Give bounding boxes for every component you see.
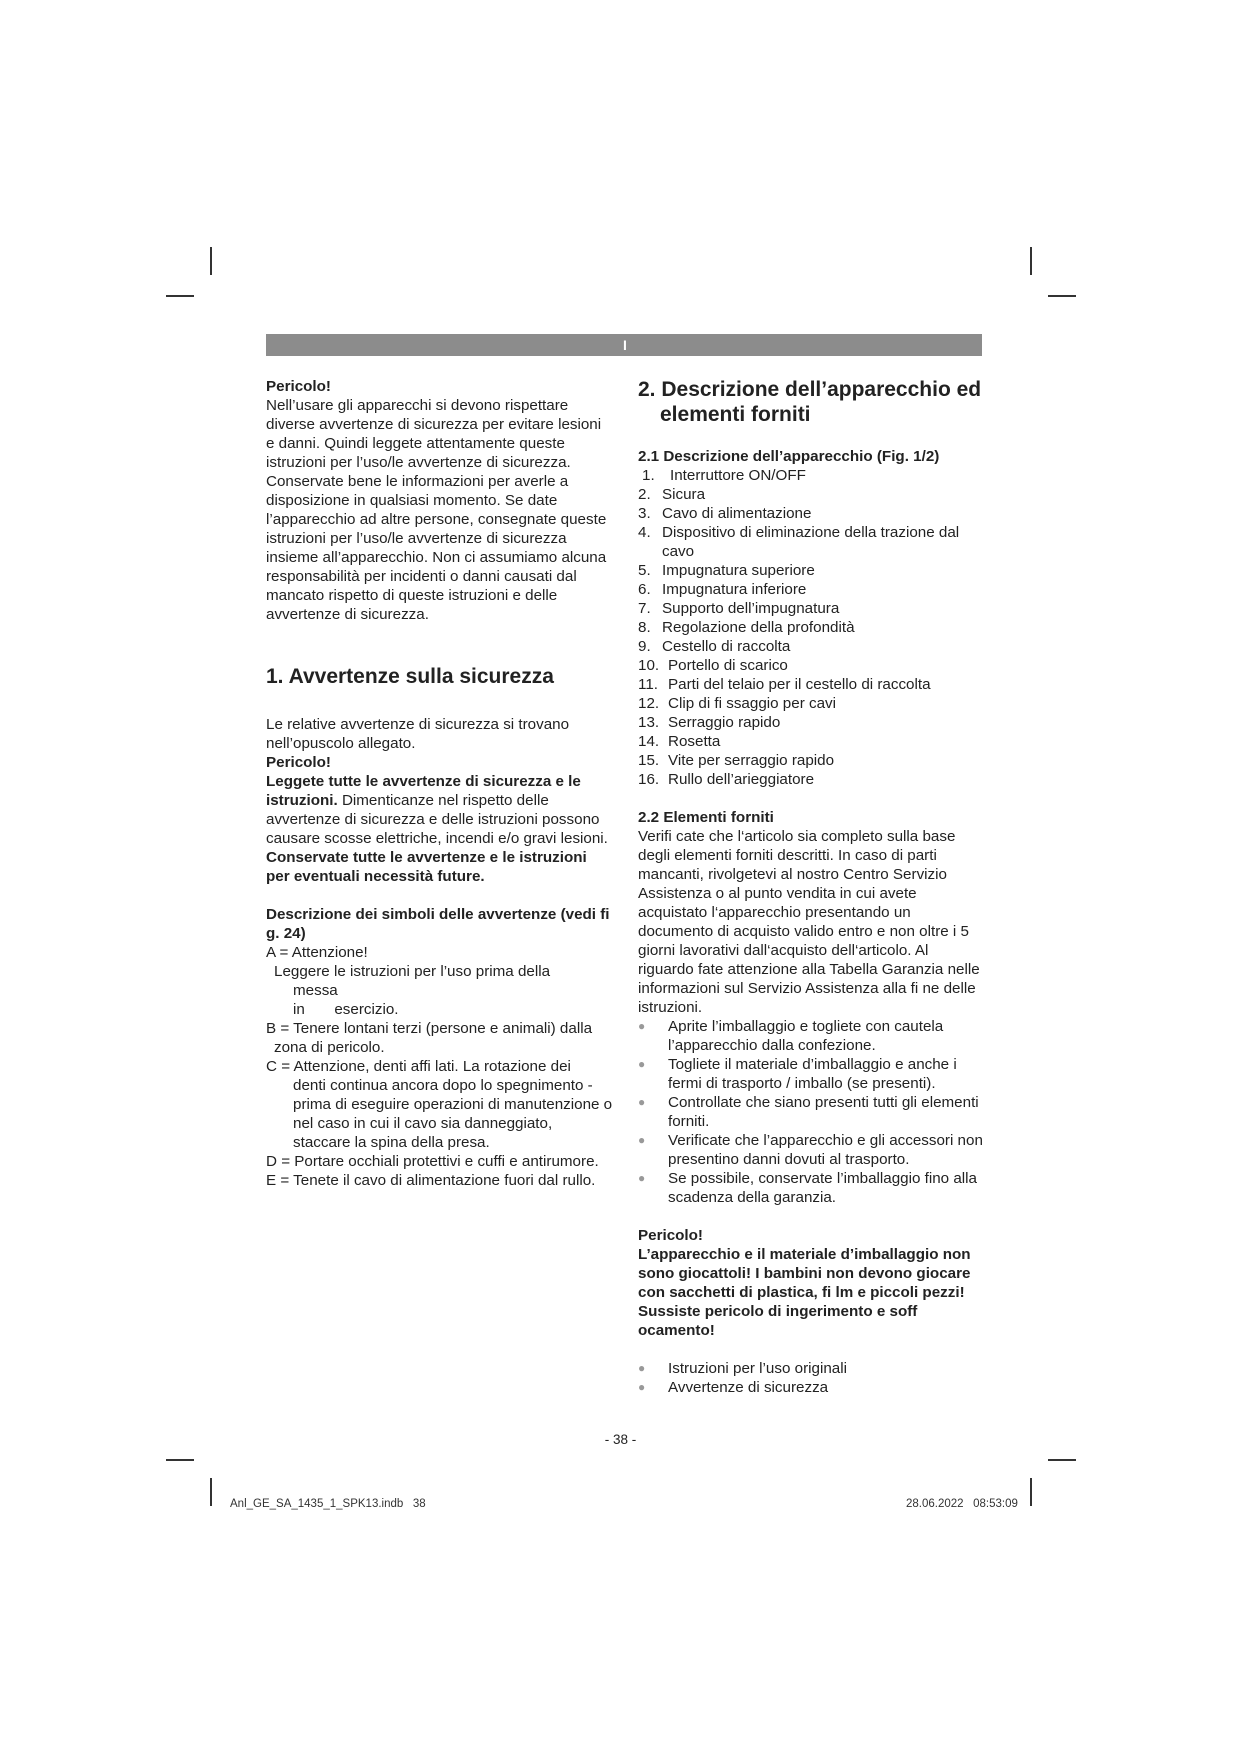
bullet-icon: ●: [638, 1171, 646, 1185]
crop-mark: [166, 1459, 194, 1461]
part-label: Supporto dell’impugnatura: [662, 600, 840, 617]
bullet-text: Controllate che siano presenti tutti gli elementi forniti.: [668, 1094, 979, 1130]
part-label: Rullo dell’arieggiatore: [668, 771, 815, 788]
crop-mark: [166, 295, 194, 297]
symbol-a-text3: in esercizio.: [293, 1001, 399, 1018]
part-item: [638, 618, 985, 637]
part-item: [638, 523, 985, 561]
part-number: 8.: [638, 619, 651, 636]
symbol-a-text2: messa: [293, 982, 338, 999]
crop-mark: [210, 247, 212, 275]
danger2-paragraph: [266, 772, 613, 848]
symbol-c: C = Attenzione, denti affi lati. La rotazione dei: [266, 1058, 571, 1075]
part-label: Regolazione della profondità: [662, 619, 855, 636]
danger2-title: Pericolo!: [266, 754, 331, 771]
bullet-item: [638, 1378, 985, 1397]
bullet-item: [638, 1169, 985, 1207]
part-number: 3.: [638, 505, 651, 522]
symbol-e: E = Tenete il cavo di alimentazione fuori dal rullo.: [266, 1172, 596, 1189]
part-label: Impugnatura superiore: [662, 562, 815, 579]
danger3-title: Pericolo!: [638, 1227, 703, 1244]
bullet-text: Se possibile, conservate l’imballaggio fino alla scadenza della garanzia.: [668, 1170, 977, 1206]
section1-title: 1. Avvertenze sulla sicurezza: [266, 665, 554, 688]
part-label: Cavo di alimentazione: [662, 505, 812, 522]
part-item: [638, 732, 985, 751]
part-item: [638, 694, 985, 713]
sub22-title: 2.2 Elementi forniti: [638, 809, 774, 826]
page-number: - 38 -: [604, 1432, 637, 1447]
section1-intro: Le relative avvertenze di sicurezza si trovano nell’opuscolo allegato.: [266, 716, 570, 752]
part-label: Vite per serraggio rapido: [668, 752, 835, 769]
bullet-item: [638, 1017, 985, 1055]
sub21-title: 2.1 Descrizione dell’apparecchio (Fig. 1/2): [638, 448, 940, 465]
part-item: [638, 770, 985, 789]
part-item: [638, 466, 985, 485]
bullet-item: [638, 1093, 985, 1131]
language-header-bar: [266, 334, 982, 356]
symbols-title: Descrizione dei simboli delle avvertenze (vedi fi g. 24): [266, 906, 610, 942]
bullet-icon: ●: [638, 1095, 646, 1109]
part-number: 14.: [638, 733, 660, 750]
part-label: Dispositivo di eliminazione della trazione dal cavo: [662, 524, 960, 560]
bullet-icon: ●: [638, 1361, 646, 1375]
part-number: 7.: [638, 600, 651, 617]
language-marker: I: [623, 337, 627, 353]
part-number: 9.: [638, 638, 651, 655]
part-item: [638, 599, 985, 618]
part-item: [638, 713, 985, 732]
part-item: [638, 637, 985, 656]
bullet-item: [638, 1055, 985, 1093]
danger-title: Pericolo!: [266, 378, 331, 395]
part-number: 12.: [638, 695, 660, 712]
symbol-b-text: zona di pericolo.: [274, 1039, 385, 1056]
bullet-text: Togliete il materiale d’imballaggio e anche i fermi di trasporto / imballo (se presenti).: [668, 1056, 957, 1092]
bullet-item: [638, 1359, 985, 1378]
sub22-text: Verifi cate che l‘articolo sia completo sulla base degli elementi forniti descritti. In caso di parti mancanti, rivolgetevi al nostro Centro Servizio Assistenza o al punto vendita in cui avete acquistato l‘apparecchio presentando un documento di acquisto valido entro e non oltre i 5 giorni lavorativi dall‘acquisto dell‘articolo. Al riguardo fate attenzione alla Tabella Garanzia nelle informazioni sul Servizio Assistenza alla fi ne delle istruzioni.: [638, 828, 980, 1016]
part-item: [638, 561, 985, 580]
part-number: 15.: [638, 752, 660, 769]
part-number: 2.: [638, 486, 651, 503]
symbol-a: A = Attenzione!: [266, 944, 368, 961]
part-label: Impugnatura inferiore: [662, 581, 807, 598]
crop-mark: [1048, 295, 1076, 297]
part-item: [638, 675, 985, 694]
part-label: Portello di scarico: [668, 657, 788, 674]
bullet-text: Avvertenze di sicurezza: [668, 1379, 829, 1396]
bullet-icon: ●: [638, 1019, 646, 1033]
bullet-item: [638, 1131, 985, 1169]
danger2-bold: Leggete tutte le avvertenze di sicurezza e le istruzioni.: [266, 773, 581, 809]
danger3-text: L’apparecchio e il materiale d’imballaggio non sono giocattoli! I bambini non devono giocare con sacchetti di plastica, fi lm e piccoli pezzi! Sussiste pericolo di ingerimento e soff ocamento!: [638, 1246, 971, 1339]
crop-mark: [210, 1478, 212, 1506]
symbol-d: D = Portare occhiali protettivi e cuffi e antirumore.: [266, 1153, 599, 1170]
crop-mark: [1048, 1459, 1076, 1461]
bullet-text: Verificate che l’apparecchio e gli accessori non presentino danni dovuti al trasporto.: [668, 1132, 983, 1168]
part-item: [638, 504, 985, 523]
file-slug: Anl_GE_SA_1435_1_SPK13.indb 38: [230, 1498, 426, 1510]
part-item: [638, 485, 985, 504]
left-column: [266, 377, 613, 1190]
contents-bullets: [638, 1017, 985, 1207]
crop-mark: [1030, 247, 1032, 275]
part-number: 11.: [638, 676, 658, 693]
part-label: Interruttore ON/OFF: [670, 467, 806, 484]
symbol-b: B = Tenere lontani terzi (persone e animali) dalla: [266, 1020, 593, 1037]
bullet-text: Istruzioni per l’uso originali: [668, 1360, 847, 1377]
docs-bullets: [638, 1359, 985, 1397]
danger-text: Nell’usare gli apparecchi si devono rispettare diverse avvertenze di sicurezza per evitare lesioni e danni. Quindi leggete attentamente queste istruzioni per l’uso/le avvertenze di sicurezza. Conservate bene le informazioni per averle a disposizione in qualsiasi momento. Se date l’apparecchio ad altre persone, consegnate queste istruzioni per l’uso/le avvertenze di sicurezza insieme all’apparecchio. Non ci assumiamo alcuna responsabilità per incidenti o danni causati dal mancato rispetto di queste istruzioni e delle avvertenze di sicurezza.: [266, 397, 607, 623]
part-item: [638, 751, 985, 770]
part-number: 4.: [638, 524, 651, 541]
part-number: 16.: [638, 771, 660, 788]
bullet-icon: ●: [638, 1133, 646, 1147]
timestamp-slug: 28.06.2022 08:53:09: [906, 1498, 1018, 1510]
part-label: Serraggio rapido: [668, 714, 781, 731]
bullet-icon: ●: [638, 1057, 646, 1071]
part-number: 5.: [638, 562, 651, 579]
part-number: 10.: [638, 657, 660, 674]
bullet-text: Aprite l’imballaggio e togliete con cautela l’apparecchio dalla confezione.: [668, 1018, 944, 1054]
part-number: 1.: [642, 467, 655, 484]
danger2-keep: Conservate tutte le avvertenze e le istruzioni per eventuali necessità future.: [266, 849, 587, 885]
part-label: Parti del telaio per il cestello di raccolta: [668, 676, 931, 693]
crop-mark: [1030, 1478, 1032, 1506]
symbol-a-text: Leggere le istruzioni per l’uso prima della: [274, 963, 551, 980]
part-item: [638, 580, 985, 599]
right-column: [638, 377, 985, 1397]
part-label: Clip di fi ssaggio per cavi: [668, 695, 836, 712]
part-item: [638, 656, 985, 675]
symbol-c-text: denti continua ancora dopo lo spegnimento - prima di eseguire operazioni di manutenzione o nel caso in cui il cavo sia danneggiato, staccare la spina della presa.: [293, 1077, 613, 1151]
part-label: Cestello di raccolta: [662, 638, 791, 655]
danger2-text: Dimenticanze nel rispetto delle avvertenze di sicurezza e delle istruzioni possono causare scosse elettriche, incendi e/o gravi lesioni.: [266, 792, 608, 847]
part-number: 13.: [638, 714, 660, 731]
parts-list: [638, 466, 985, 789]
part-label: Sicura: [662, 486, 706, 503]
section2-title: 2. Descrizione dell’apparecchio ed elementi forniti: [638, 378, 982, 426]
part-number: 6.: [638, 581, 651, 598]
part-label: Rosetta: [668, 733, 721, 750]
bullet-icon: ●: [638, 1380, 646, 1394]
